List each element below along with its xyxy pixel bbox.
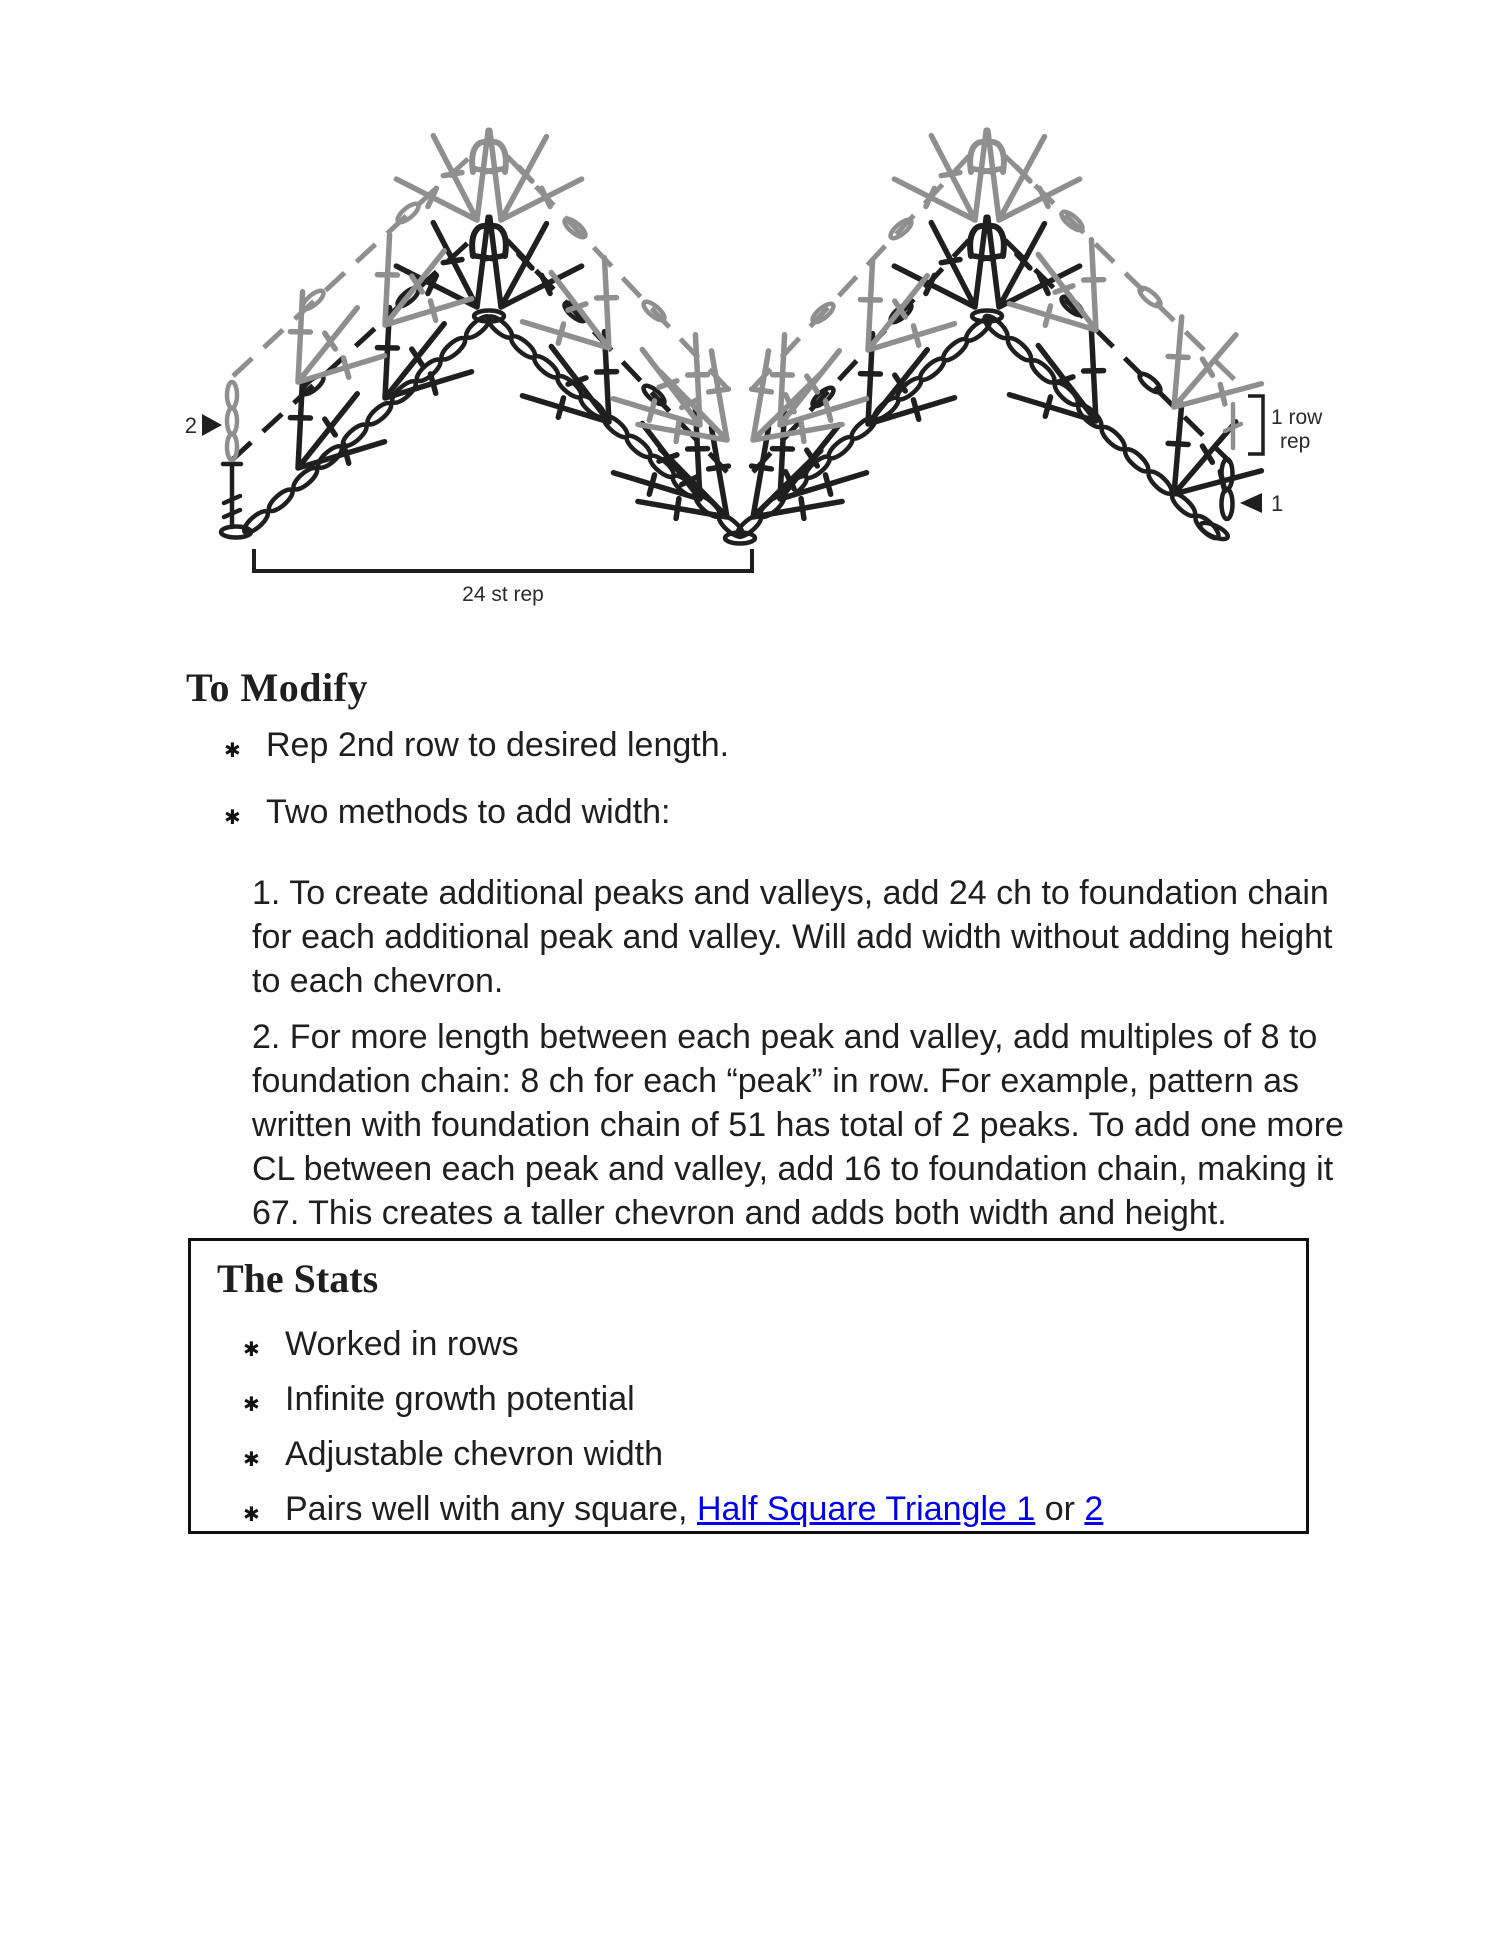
- method-2-paragraph: 2. For more length between each peak and valley, add multiples of 8 to foundation chain: 8 ch for each “peak” in row. For example, pattern as written with foundation chain of 51 has total of 2 peaks. To add one more CL between each peak and valley, add 16 to foundation chain, making it 67. This creates a taller chevron and adds both width and height.: [252, 1018, 1344, 1232]
- modify-list: [222, 723, 729, 857]
- row1-peak-stitches: [472, 226, 1004, 256]
- list-item: [241, 1437, 1103, 1472]
- foundation-segment: [241, 313, 493, 536]
- row1-number-label: 1: [1271, 491, 1284, 516]
- row-repeat-label-line2: rep: [1280, 430, 1311, 453]
- bullet-icon: ✱: [224, 738, 241, 762]
- method-1-paragraph: 1. To create additional peaks and valleys, add 24 ch to foundation chain for each additional peak and valley. Will add width without adding height to each chevron.: [252, 874, 1333, 1000]
- bullet-icon: ✱: [243, 1392, 260, 1416]
- bullet-icon: ✱: [243, 1337, 260, 1361]
- foundation-segment: [485, 313, 746, 540]
- modify-bullet-text: Two methods to add width:: [266, 793, 671, 831]
- row2-number-label: 2: [184, 413, 197, 438]
- bullet-icon: ✱: [224, 805, 241, 829]
- bullet-icon: ✱: [243, 1447, 260, 1471]
- row-repeat-bracket: [1248, 396, 1263, 454]
- bullet-icon: ✱: [243, 1502, 260, 1526]
- row1-turning-post: [223, 464, 241, 527]
- list-item: [241, 1492, 1103, 1527]
- foundation-segment: [981, 313, 1221, 542]
- crochet-chart: [0, 0, 1500, 650]
- row2-peak-stitches: [472, 142, 1004, 172]
- row1-direction-arrow-icon: [1240, 493, 1262, 513]
- half-square-triangle-1-link[interactable]: Half Square Triangle 1: [696, 1490, 1036, 1528]
- half-square-triangle-2-link[interactable]: 2: [1084, 1490, 1104, 1528]
- row2-last-stitch: [1225, 404, 1241, 448]
- list-item: [241, 1382, 1103, 1417]
- row2-turning-chains: [227, 382, 237, 460]
- stitch-repeat-label: 24 st rep: [462, 583, 544, 606]
- row2-stitches: [227, 112, 1275, 477]
- foundation-segment: [734, 316, 993, 540]
- row2-direction-arrow-icon: [202, 414, 222, 436]
- modify-bullet-text: Rep 2nd row to desired length.: [266, 726, 730, 764]
- stats-item-text: or: [1035, 1490, 1085, 1528]
- row-repeat-label-line1: 1 row: [1271, 406, 1323, 429]
- list-item: [222, 790, 729, 834]
- stats-item-text: Infinite growth potential: [285, 1380, 635, 1418]
- stats-item-text: Pairs well with any square,: [285, 1490, 697, 1528]
- to-modify-heading: To Modify: [186, 665, 368, 710]
- stats-list: [241, 1327, 1103, 1547]
- stats-heading: The Stats: [217, 1256, 379, 1301]
- stitch-repeat-bracket: [254, 549, 752, 571]
- list-item: [222, 723, 729, 767]
- row2-clusters: [257, 112, 1275, 477]
- list-item: [241, 1327, 1103, 1362]
- stats-box: [188, 1238, 1309, 1534]
- stats-item-text: Worked in rows: [285, 1325, 519, 1363]
- stats-item-text: Adjustable chevron width: [285, 1435, 664, 1473]
